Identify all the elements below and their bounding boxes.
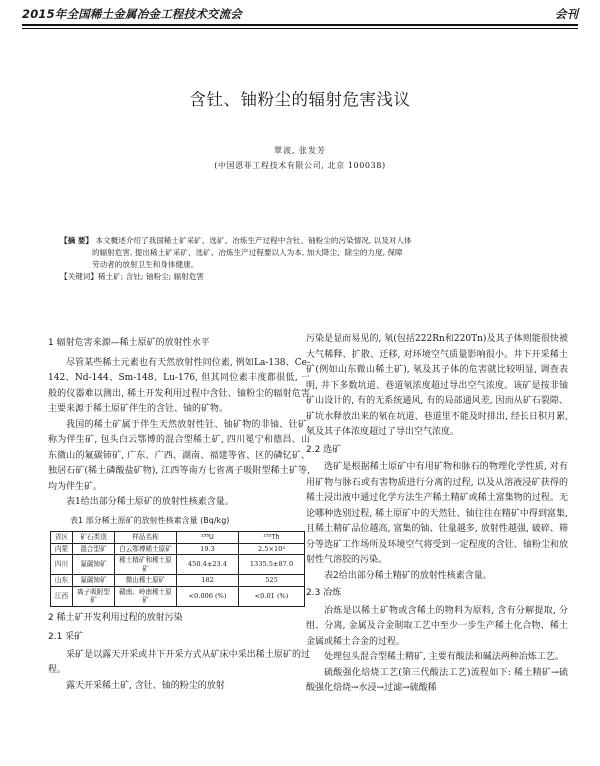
- paragraph: 冶炼是以稀土矿物或含稀土的物料为原料, 含有分解提取, 分组、分离, 金属及合金制取工艺中至少一步生产稀土化合物、稀土金属或稀土合金的过程。: [306, 605, 568, 647]
- abstract: [60, 235, 540, 271]
- abstract-label: 【摘 要】: [60, 236, 94, 245]
- table-row: 四川 氟碳铈矿 稀土精矿和稀土原矿 450.4±23.4 1335.5±87.0: [51, 555, 305, 575]
- header-cell: 矿石类别: [73, 532, 115, 544]
- table-row: 内蒙 混合型矿 白云鄂博稀土原矿 19.3 2.5×10³: [51, 543, 305, 555]
- paragraph: 表1给出部分稀土原矿的放射性核素含量。: [66, 497, 234, 507]
- paragraph: 尽管某些稀土元素也有天然放射性同位素, 例如La-138、Ce-142、Nd-144、Sm-148、Lu-176, 但其同位素丰度都很低, 一般的仪器难以测出, 稀土开发利用过程中含钍、铀粉尘的辐射危害主要来源于稀土原矿伴生的含钍、铀的矿物。: [48, 357, 310, 414]
- header-cell: 样品名称: [115, 532, 177, 544]
- paper-title: 含钍、铀粉尘的辐射危害浅议: [189, 90, 411, 109]
- header-cell: 省区: [51, 532, 73, 544]
- abstract-line-2: 的辐射危害, 提出稀土矿采矿、选矿、冶炼生产过程要以人为本, 加大降尘、除尘的力度, 保障: [92, 248, 403, 257]
- abstract-line-1: 【摘 要】 本文概述介绍了我国稀土矿采矿、选矿、冶炼生产过程中含钍、铀粉尘的污染情况, 以及对人体: [60, 236, 412, 245]
- table-1: [50, 531, 305, 607]
- subsection-2-2-heading: 2.2 选矿: [306, 444, 342, 455]
- abstract-line-3: 劳动者的放射卫生和身体健康。: [92, 260, 199, 269]
- keywords-label: 【关键词】: [60, 272, 98, 281]
- paper-affiliation: (中国恩菲工程技术有限公司, 北京 100038): [214, 161, 386, 170]
- paragraph: 露天开采稀土矿, 含钍、铀的粉尘的放射: [66, 680, 225, 691]
- section-label: 会刊: [555, 7, 578, 21]
- paragraph: 处理包头混合型稀土精矿, 主要有酸法和碱法两种冶炼工艺。: [324, 652, 564, 662]
- table-row: 江西 离子吸附型矿 赣南、岭南稀土原矿 <0.006 (%) <0.01 (%): [51, 586, 305, 606]
- keywords-text: 稀土矿; 含钍; 铀粉尘; 辐射危害: [97, 272, 205, 281]
- header-rule-thin: [22, 28, 578, 29]
- paragraph: 采矿是以露天开采或井下开采方式从矿床中采出稀土原矿的过程。: [48, 649, 310, 675]
- header-rule-thick: [22, 24, 578, 26]
- paragraph: 表2给出部分稀土精矿的放射性核素含量。: [324, 570, 492, 581]
- keywords: [60, 271, 540, 282]
- section-1-heading: 1 辐射危害来源—稀土原矿的放射性水平: [48, 338, 210, 348]
- table-row: 山东 氟碳铈矿 微山稀土原矿 182 525: [51, 575, 305, 587]
- paragraph: 硫酸强化焙烧工艺(第三代酸法工艺)流程如下: 稀土精矿→硫酸强化焙烧→水浸→过滤→硫酸稀: [306, 667, 568, 693]
- subsection-2-1-heading: 2.1 采矿: [48, 632, 84, 642]
- paragraph: 污染是显而易见的, 氡(包括222Rn和220Tn)及其子体则能很快被大气稀释、扩散、迁移, 对环境空气质量影响很小。井下开采稀土矿(例如山东微山稀土矿), 氡及其子体的危害就比较明显, 调查表明, 井下多数坑道、巷道氡浓度超过导出空气浓度。该矿是按非铀矿山设计的, 有的无系统通风, 有的局部通风差, 因而从矿石裂隙、矿坑水释放出来的氡在坑道、巷道里不能及时排出, 经长日积月累, 氡及其子体浓度超过了导出空气浓度。: [306, 334, 568, 437]
- left-column: [48, 332, 310, 694]
- paragraph: 选矿是根据稀土原矿中有用矿物和脉石的物理化学性质, 对有用矿物与脉石或有害物质进行分离的过程, 以及从溶液浸矿获得的稀土浸出液中通过化学方法生产稀土精矿或稀土富集物的过程。无论哪种选别过程, 稀土原矿中的天然钍、铀往往在精矿中得到富集, 且稀土精矿品位越高, 富集的铀、钍量越多, 放射性越强, 破碎、筛分等选矿工作场所及环境空气将受到一定程度的含钍、铀粉尘和放射性气溶胶的污染。: [306, 462, 568, 565]
- header-cell: ²³⁸U: [177, 532, 239, 544]
- running-header: [22, 6, 578, 24]
- section-2-heading: 2 稀土矿开发利用过程的放射污染: [48, 612, 183, 623]
- paper-authors: 覃波, 张发芳: [273, 146, 327, 155]
- right-column: [306, 332, 568, 697]
- table-1-caption: 表1 部分稀土原矿的放射性核素含量 (Bq/kg): [70, 515, 230, 525]
- conference-name: 2015年全国稀土金属冶金工程技术交流会: [22, 7, 243, 21]
- header-cell: ²³²Th: [239, 532, 305, 544]
- subsection-2-3-heading: 2.3 冶炼: [306, 588, 342, 598]
- paragraph: 我国的稀土矿属于伴生天然放射性钍、铀矿物的非铀、钍矿, 称为伴生矿, 包头白云鄂博的混合型稀土矿, 四川冕宁和德昌、山东微山的氟碳铈矿, 广东、广西、湖南、福建等省、区的磷钇矿、独居石矿(稀土磷酸盐矿物), 江西等南方七省离子吸附型稀土矿等, 均为伴生矿。: [48, 419, 310, 492]
- table-header-row: [51, 532, 305, 544]
